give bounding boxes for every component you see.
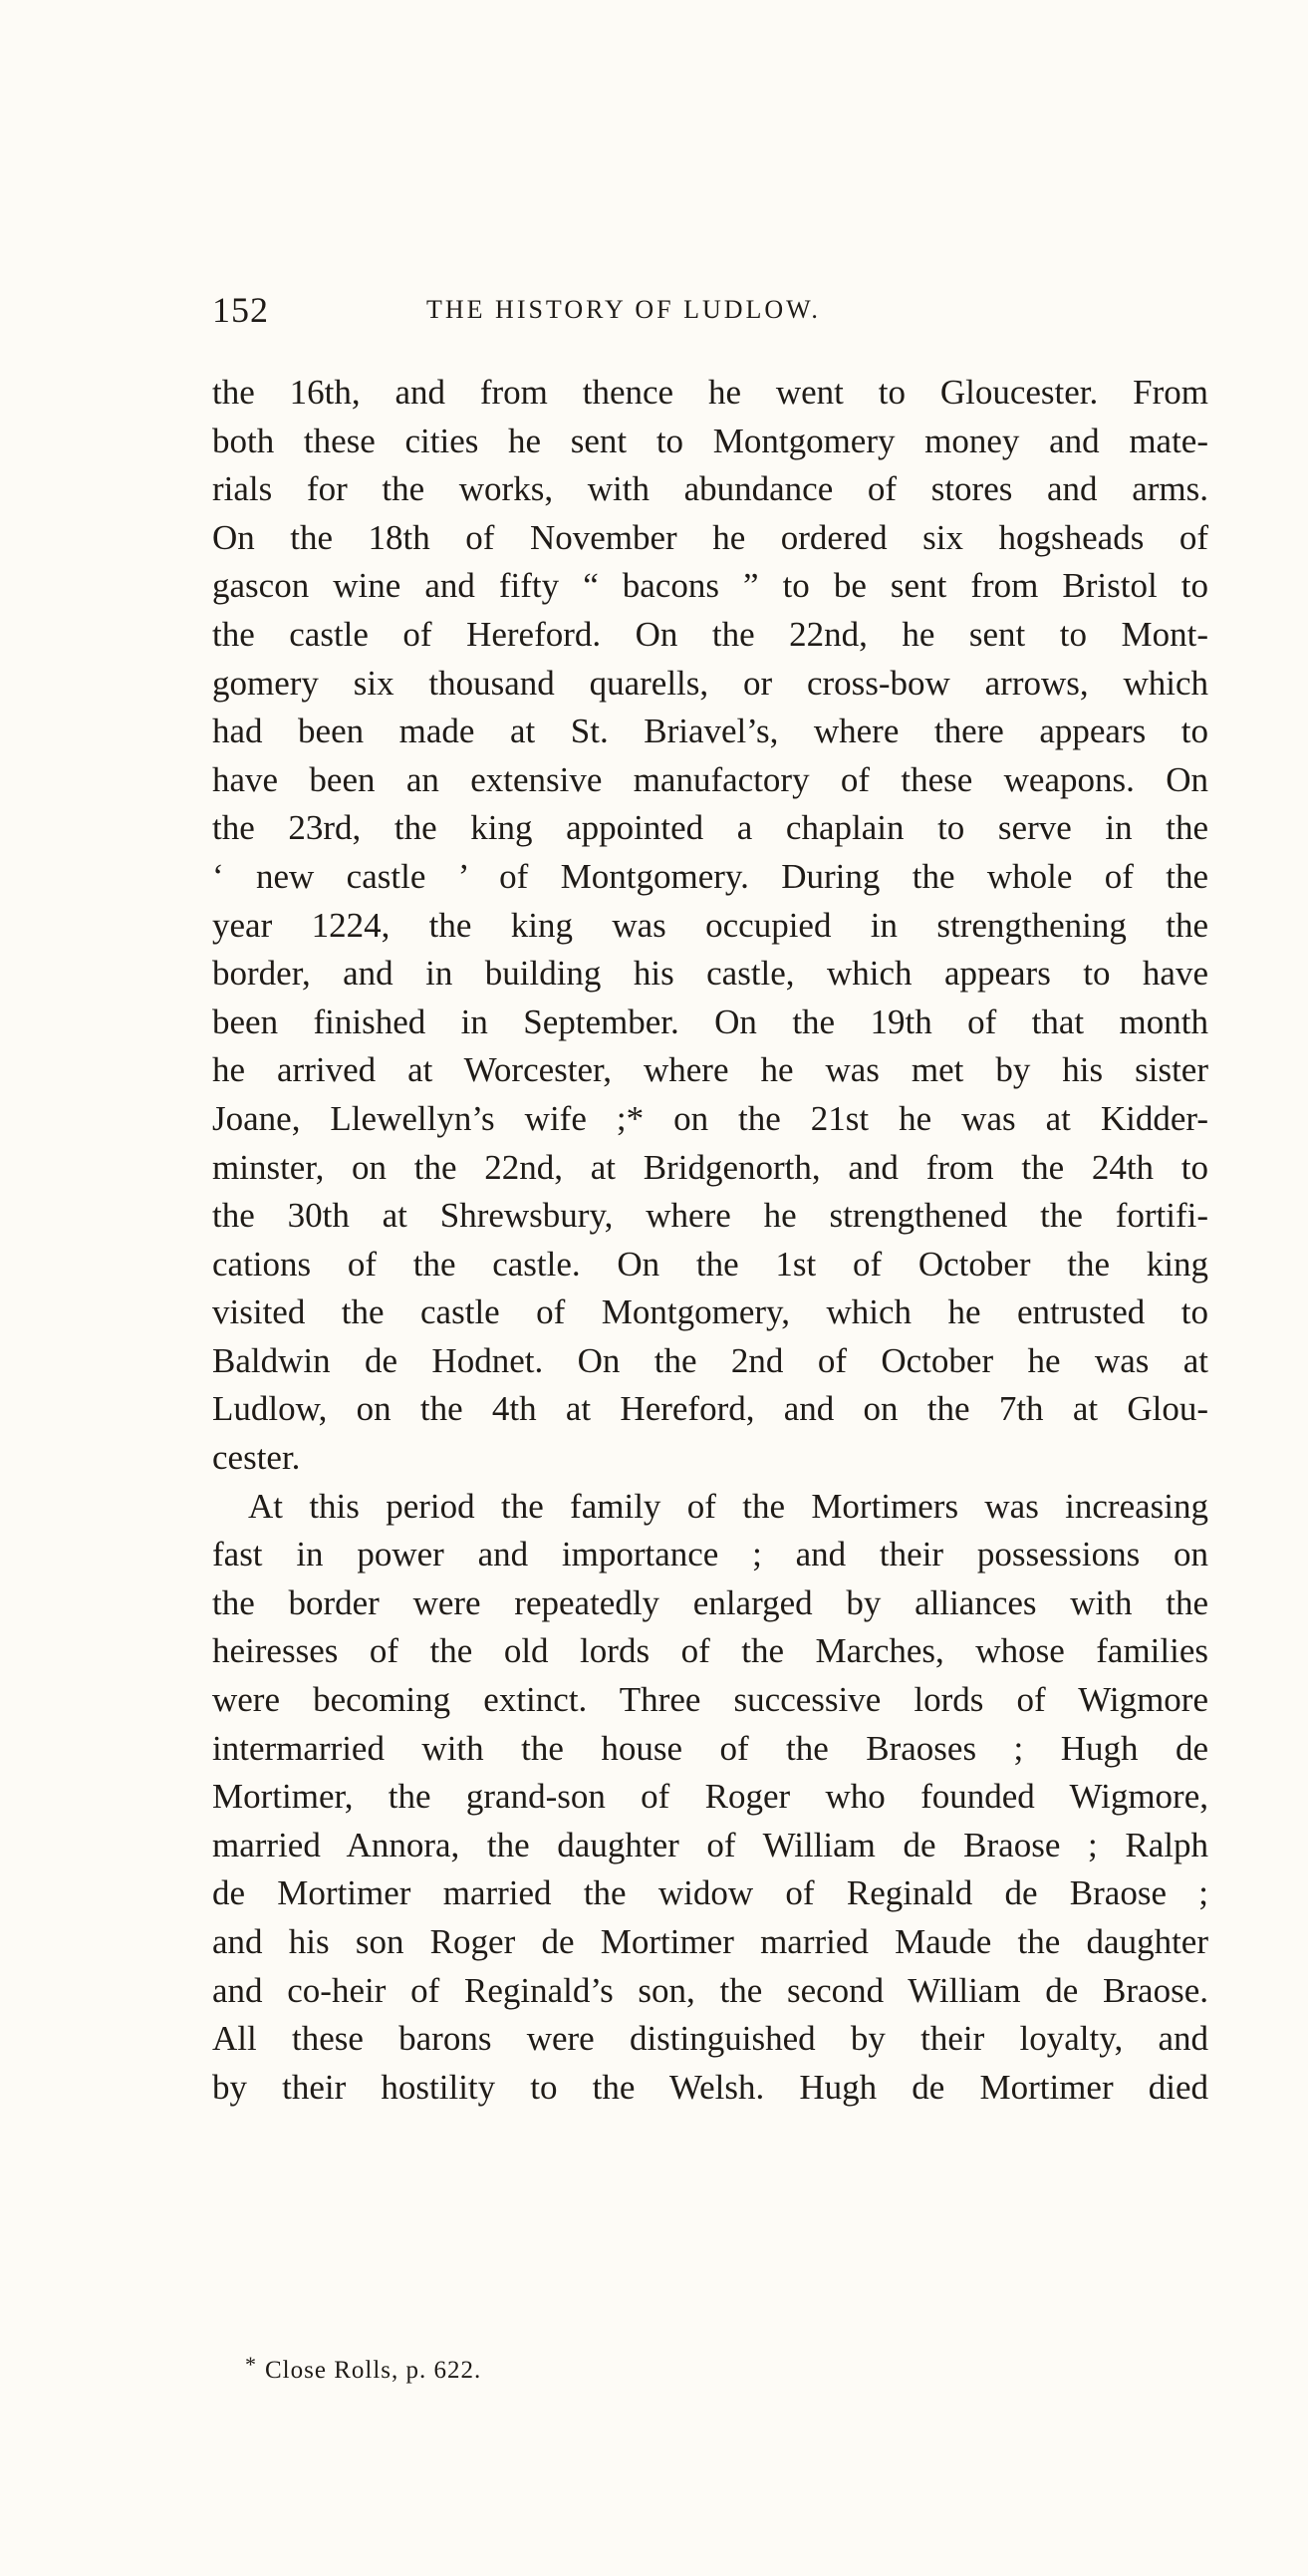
text-line: married Annora, the daughter of William de Braose ; Ralph xyxy=(212,1825,1208,1864)
text-line: visited the castle of Montgomery, which he entrusted to xyxy=(212,1292,1208,1332)
text-line: cations of the castle. On the 1st of October the king xyxy=(212,1244,1208,1284)
text-line: Joane, Llewellyn’s wife ;* on the 21st he was at Kidder- xyxy=(212,1098,1208,1138)
text-line: been finished in September. On the 19th of that month xyxy=(212,1002,1208,1041)
text-line: were becoming extinct. Three successive lords of Wigmore xyxy=(212,1680,1208,1720)
text-line: both these cities he sent to Montgomery money and mate- xyxy=(212,421,1208,460)
text-line: cester. xyxy=(212,1438,301,1478)
text-line: Ludlow, on the 4th at Hereford, and on the 7th at Glou- xyxy=(212,1389,1208,1429)
text-line: the border were repeatedly enlarged by alliances with the xyxy=(212,1582,1208,1622)
text-line: border, and in building his castle, which appears to have xyxy=(212,954,1208,994)
page-number: 152 xyxy=(212,290,269,330)
text-line: Baldwin de Hodnet. On the 2nd of October he was at xyxy=(212,1340,1208,1380)
text-line: ‘ new castle ’ of Montgomery. During the whole of the xyxy=(212,856,1208,896)
text-line: All these barons were distinguished by their loyalty, and xyxy=(212,2019,1208,2059)
footnote xyxy=(245,2352,481,2385)
text-line: the castle of Hereford. On the 22nd, he sent to Mont- xyxy=(212,614,1208,654)
text-line: At this period the family of the Mortimers was increasing xyxy=(248,1486,1208,1526)
text-line: de Mortimer married the widow of Reginald de Braose ; xyxy=(212,1873,1208,1913)
text-line: and his son Roger de Mortimer married Maude the daughter xyxy=(212,1922,1208,1961)
text-line: the 16th, and from thence he went to Gloucester. From xyxy=(212,373,1208,412)
text-line: gomery six thousand quarells, or cross-bow arrows, which xyxy=(212,663,1208,703)
text-line: On the 18th of November he ordered six hogsheads of xyxy=(212,517,1208,557)
running-title: THE HISTORY OF LUDLOW. xyxy=(426,295,821,324)
footnote-text: Close Rolls, p. 622. xyxy=(265,2357,482,2384)
text-line: the 23rd, the king appointed a chaplain to serve in the xyxy=(212,808,1208,848)
text-line: he arrived at Worcester, where he was met by his sister xyxy=(212,1050,1208,1090)
text-line: have been an extensive manufactory of these weapons. On xyxy=(212,759,1208,799)
body-text xyxy=(212,369,1208,2112)
text-line: had been made at St. Briavel’s, where there appears to xyxy=(212,712,1208,751)
text-line: and co-heir of Reginald’s son, the second William de Braose. xyxy=(212,1970,1208,2010)
text-line: gascon wine and fifty “ bacons ” to be sent from Bristol to xyxy=(212,566,1208,606)
text-line: year 1224, the king was occupied in strengthening the xyxy=(212,905,1208,945)
text-line: the 30th at Shrewsbury, where he strengthened the fortifi- xyxy=(212,1196,1208,1236)
text-line: rials for the works, with abundance of stores and arms. xyxy=(212,469,1208,509)
footnote-marker: * xyxy=(245,2352,257,2377)
page-header xyxy=(212,289,1298,329)
text-line: Mortimer, the grand-son of Roger who founded Wigmore, xyxy=(212,1777,1208,1817)
text-line: minster, on the 22nd, at Bridgenorth, and from the 24th to xyxy=(212,1147,1208,1187)
paragraph xyxy=(212,1483,1208,2113)
text-line: by their hostility to the Welsh. Hugh de Mortimer died xyxy=(212,2067,1208,2107)
paragraph xyxy=(212,369,1208,1483)
text-line: intermarried with the house of the Braoses ; Hugh de xyxy=(212,1728,1208,1768)
text-line: heiresses of the old lords of the Marches, whose families xyxy=(212,1631,1208,1671)
text-line: fast in power and importance ; and their possessions on xyxy=(212,1535,1208,1574)
